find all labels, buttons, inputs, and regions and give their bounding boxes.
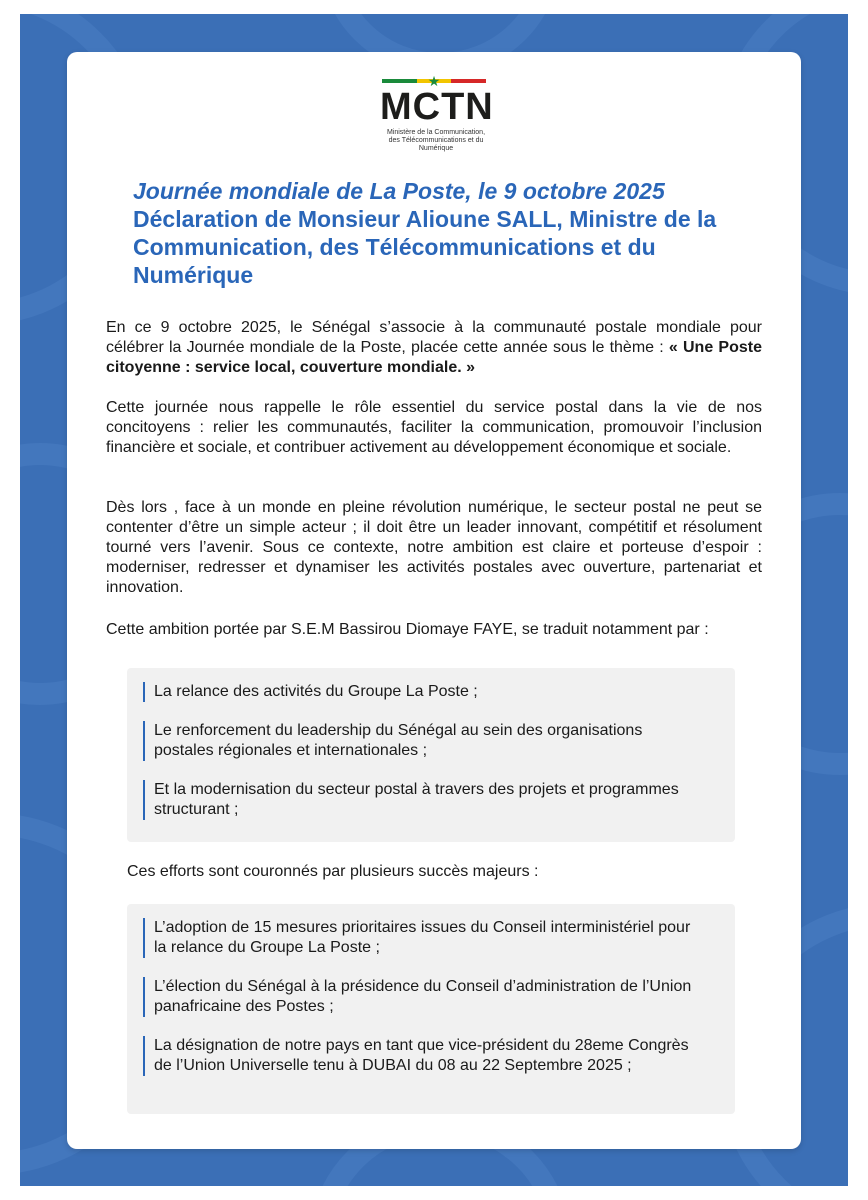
- logo-subtitle: Ministère de la Communication, des Télécommunications et du Numérique: [386, 129, 486, 152]
- successes-list: [127, 904, 735, 1114]
- title-date-line: Journée mondiale de La Poste, le 9 octobre 2025: [133, 178, 665, 204]
- title-declaration: Déclaration de Monsieur Alioune SALL, Ministre de la Communication, des Télécommunications et du Numérique: [133, 206, 717, 288]
- paragraph-president: Cette ambition portée par S.E.M Bassirou Diomaye FAYE, se traduit notamment par :: [106, 621, 709, 638]
- paragraph-ambition: Dès lors , face à un monde en pleine révolution numérique, le secteur postal ne peut se contenter d’être un simple acteur ; il doit être un leader innovant, compétitif et résolument tourné vers l’avenir. Sous ce contexte, notre ambition est claire et porteuse d’espoir : moderniser, redresser et dynamiser les activités postales avec ouverture, partenariat et innovation.: [106, 499, 762, 596]
- list-item: Le renforcement du leadership du Sénégal au sein des organisations postales régionales et internationales ;: [143, 721, 703, 761]
- paragraph-intro-text: En ce 9 octobre 2025, le Sénégal s’associe à la communauté postale mondiale pour célébrer la Journée mondiale de la Poste, placée cette année sous le thème :: [106, 319, 762, 356]
- paragraph-intro: [106, 318, 762, 378]
- logo-acronym: MCTN: [380, 86, 494, 128]
- list-item: Et la modernisation du secteur postal à travers des projets et programmes structurant ;: [143, 780, 703, 820]
- list-item: La relance des activités du Groupe La Poste ;: [143, 682, 703, 702]
- paragraph-intro-theme: « Une Poste citoyenne : service local, couverture mondiale. »: [106, 339, 762, 376]
- ambition-list: [127, 668, 735, 842]
- list-item: L’élection du Sénégal à la présidence du Conseil d’administration de l’Union panafricaine des Postes ;: [143, 977, 703, 1017]
- paragraph-successes: Ces efforts sont couronnés par plusieurs succès majeurs :: [127, 863, 539, 880]
- title-block: [133, 177, 773, 289]
- star-icon: ★: [427, 73, 441, 89]
- mctn-logo: [380, 73, 494, 157]
- list-item: La désignation de notre pays en tant que vice-président du 28eme Congrès de l’Union Universelle tenu à DUBAI du 08 au 22 Septembre 2025 ;: [143, 1036, 703, 1076]
- list-item: L’adoption de 15 mesures prioritaires issues du Conseil interministériel pour la relance du Groupe La Poste ;: [143, 918, 703, 958]
- paragraph-role: Cette journée nous rappelle le rôle essentiel du service postal dans la vie de nos concitoyens : relier les communautés, faciliter la communication, promouvoir l’inclusion financière et sociale, et contribuer activement au développement économique et sociale.: [106, 399, 762, 456]
